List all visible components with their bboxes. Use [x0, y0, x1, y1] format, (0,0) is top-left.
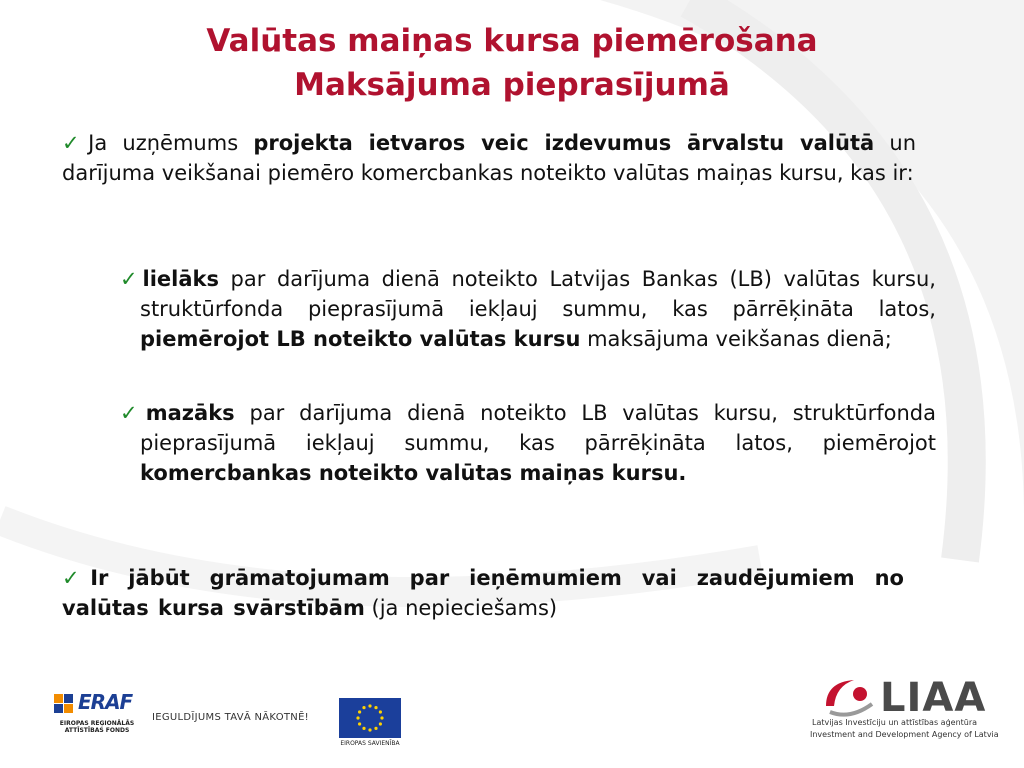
eu-flag-icon [339, 698, 401, 738]
liaa-subtitle-en: Investment and Development Agency of Latvia [810, 730, 999, 739]
intro-text-bold: projekta ietvaros veic izdevumus ārvalstu valūtā [253, 131, 875, 155]
eraf-name: ERAF [78, 690, 133, 714]
bullet-larger-text-1: par darījuma dienā noteikto Latvijas Bankas (LB) valūtas kursu, struktūrfonda pieprasījumā iekļauj summu, kas pārrēķināta latos, [140, 267, 936, 321]
liaa-logo-icon [820, 676, 878, 720]
accounting-text-post: (ja nepieciešams) [364, 596, 558, 620]
slogan: IEGULDĪJUMS TAVĀ NĀKOTNĒ! [152, 712, 309, 723]
eraf-subtitle: EIROPAS REĢIONĀLĀS ATTĪSTĪBAS FONDS [59, 720, 135, 734]
bullet-larger-keyword: lielāks [142, 267, 219, 291]
slide-title-line-2: Maksājuma pieprasījumā [294, 67, 730, 103]
checkmark-icon: ✓ [120, 401, 146, 425]
checkmark-icon: ✓ [62, 566, 91, 590]
bullet-smaller-keyword: mazāks [145, 401, 235, 425]
slide-title-line-1: Valūtas maiņas kursa piemērošana [206, 23, 818, 59]
bullet-smaller-text-1: par darījuma dienā noteikto LB valūtas kursu, struktūrfonda pieprasījumā iekļauj summu, kas pārrēķināta latos, piemērojot [140, 401, 936, 455]
bullet-larger [120, 264, 936, 354]
liaa-subtitle-lv: Latvijas Investīciju un attīstības aģentūra [812, 718, 978, 727]
bullet-smaller-bold-2: komercbankas noteikto valūtas maiņas kursu. [140, 461, 687, 485]
bullet-larger-bold-2: piemērojot LB noteikto valūtas kursu [140, 327, 581, 351]
checkmark-icon: ✓ [62, 131, 89, 155]
intro-text-pre: Ja uzņēmums [88, 131, 254, 155]
paragraph-accounting [62, 563, 904, 623]
checkmark-icon: ✓ [120, 267, 143, 291]
bullet-larger-text-2: maksājuma veikšanas dienā; [580, 327, 892, 351]
accounting-text-bold: Ir jābūt grāmatojumam par ieņēmumiem vai zaudējumiem no valūtas kursa svārstībām [62, 566, 904, 620]
liaa-name: LIAA [880, 675, 987, 721]
paragraph-intro [62, 128, 916, 188]
bullet-smaller [120, 398, 936, 488]
eu-label: EIROPAS SAVIENĪBA [340, 740, 400, 747]
intro-text-post: un darījuma veikšanai piemēro komercbankas noteikto valūtas maiņas kursu, kas ir: [62, 131, 916, 185]
